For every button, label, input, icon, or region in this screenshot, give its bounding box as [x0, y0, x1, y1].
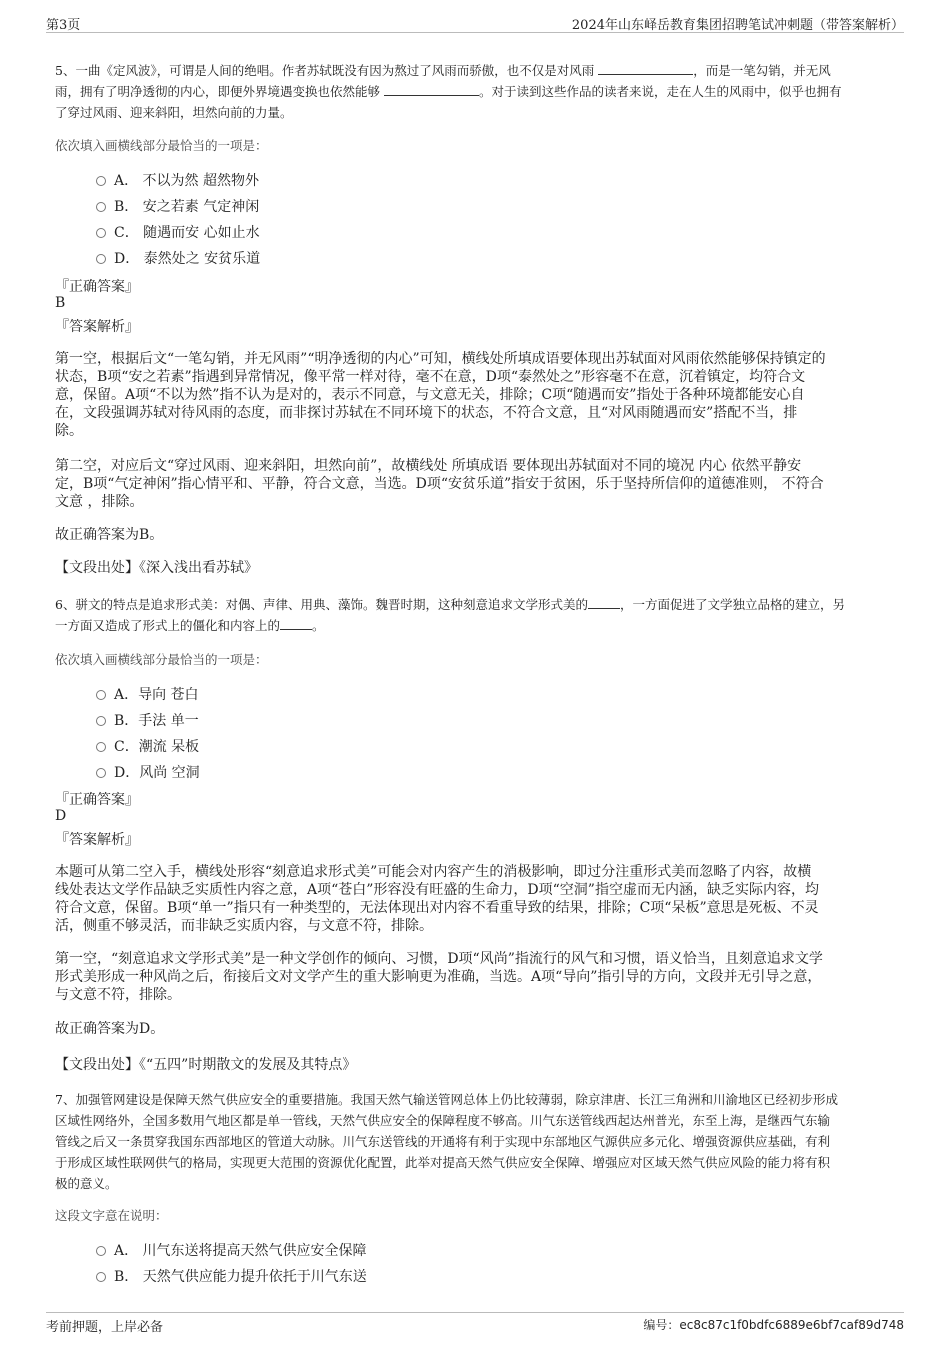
footer-slogan: 考前押题，上岸必备: [46, 1320, 164, 1335]
analysis-paragraph: 本题可从第二空入手，横线处形容“刻意追求形式美”可能会对内容产生的消极影响，即过分注重形式美而忽略了内容，故横 线处表达文学作品缺乏实质性内容之意，A项“苍白”形容没有旺盛的生命力，D项“空洞”指空虚而无内涵，缺乏实际内容，均 符合文意，保留。B项“单一”指只有一种类型的，无法体现出对内容不看重导致的结果，排除；C项“呆板”意思是死板、不灵 活，侧重不够灵活，而非缺乏实质内容，与文意不符，排除。: [55, 864, 819, 934]
question-5-stem: 5、一曲《定风波》，可谓是人间的绝唱。作者苏轼既没有因为熬过了风雨而骄傲，也不仅是对风雨 ，而是一笔勾销，并无风 雨，拥有了明净透彻的内心，即便外界境遇变换也依然能够 。对于读到这些作品的读者来说，走在人生的风雨中，似乎也拥有 了穿过风雨、迎来斜阳，坦然向前的力量。: [55, 63, 842, 120]
option-5-c[interactable]: C． 随遇而安 心如止水: [96, 222, 260, 242]
radio-icon[interactable]: [96, 690, 106, 700]
radio-icon[interactable]: [96, 742, 106, 752]
page-number: 第3页: [46, 18, 81, 33]
radio-icon[interactable]: [96, 202, 106, 212]
answer-value: B: [55, 295, 66, 311]
radio-icon[interactable]: [96, 176, 106, 186]
conclusion: 故正确答案为B。: [55, 527, 164, 543]
radio-icon[interactable]: [96, 716, 106, 726]
option-5-a[interactable]: A． 不以为然 超然物外: [96, 170, 259, 190]
conclusion: 故正确答案为D。: [55, 1021, 165, 1037]
option-5-b[interactable]: B． 安之若素 气定神闲: [96, 196, 259, 216]
option-6-b[interactable]: B．手法 单一: [96, 710, 199, 730]
blank-1: [588, 596, 620, 609]
analysis-label: 『答案解析』: [55, 832, 139, 848]
question-7-prompt: 这段文字意在说明：: [55, 1208, 168, 1223]
answer-label: 『正确答案』: [55, 279, 139, 295]
option-6-d[interactable]: D．风尚 空洞: [96, 762, 200, 782]
document-id: 编号：ec8c87c1f0bdfc6889e6bf7caf89d748: [643, 1318, 904, 1332]
page-header: [46, 14, 904, 33]
option-6-c[interactable]: C．潮流 呆板: [96, 736, 199, 756]
radio-icon[interactable]: [96, 1246, 106, 1256]
option-6-a[interactable]: A．导向 苍白: [96, 684, 199, 704]
question-5-prompt: 依次填入画横线部分最恰当的一项是：: [55, 138, 268, 153]
source: 【文段出处】《深入浅出看苏轼》: [55, 560, 258, 576]
analysis-paragraph: 第二空，对应后文“穿过风雨、迎来斜阳，坦然向前”，故横线处 所填成语 要体现出苏轼面对不同的境况 内心 依然平静安 定，B项“气定神闲”指心情平和、平静，符合文意，当选。D项“安贫乐道”指安于贫困，乐于坚持所信仰的道德准则， 不符合 文意 ，排除。: [55, 458, 824, 510]
blank-1: [598, 62, 693, 75]
option-7-a[interactable]: A． 川气东送将提高天然气供应安全保障: [96, 1240, 367, 1260]
radio-icon[interactable]: [96, 1272, 106, 1282]
question-6-stem: 6、骈文的特点是追求形式美：对偶、声律、用典、藻饰。魏晋时期，这种刻意追求文学形式美的 ，一方面促进了文学独立品格的建立，另 一方面又造成了形式上的僵化和内容上的 。: [55, 597, 845, 633]
radio-icon[interactable]: [96, 228, 106, 238]
answer-label: 『正确答案』: [55, 792, 139, 808]
option-5-d[interactable]: D． 泰然处之 安贫乐道: [96, 248, 260, 268]
source: 【文段出处】《“五四”时期散文的发展及其特点》: [55, 1057, 357, 1073]
analysis-label: 『答案解析』: [55, 319, 139, 335]
document-title: 2024年山东峄岳教育集团招聘笔试冲刺题（带答案解析）: [571, 18, 904, 33]
analysis-paragraph: 第一空，“刻意追求文学形式美”是一种文学创作的倾向、习惯，D项“风尚”指流行的风气和习惯，语义恰当，且刻意追求文学 形式美形成一种风尚之后，衔接后文对文学产生的重大影响更为准确，当选。A项“导向”指引导的方向，文段并无引导之意， 与文意不符，排除。: [55, 951, 823, 1003]
analysis-paragraph: 第一空，根据后文“一笔勾销，并无风雨”“明净透彻的内心”可知，横线处所填成语要体现出苏轼面对风雨依然能够保持镇定的 状态，B项“安之若素”指遇到异常情况，像平常一样对待，毫不在意，D项“泰然处之”形容毫不在意，沉着镇定，均符合文 意，保留。A项“不以为然”指不认为是对的，表示不同意，与文意无关，排除；C项“随遇而安”指处于各种环境都能安心自 在，文段强调苏轼对待风雨的态度，而非探讨苏轼在不同环境下的状态，不符合文意，且“对风雨随遇而安”搭配不当，排 除。: [55, 351, 826, 439]
radio-icon[interactable]: [96, 254, 106, 264]
blank-2: [280, 617, 312, 630]
question-6-prompt: 依次填入画横线部分最恰当的一项是：: [55, 652, 268, 667]
page-footer: [46, 1312, 904, 1335]
answer-value: D: [55, 808, 67, 824]
blank-2: [384, 83, 479, 96]
radio-icon[interactable]: [96, 768, 106, 778]
question-7-stem: 7、加强管网建设是保障天然气供应安全的重要措施。我国天然气输送管网总体上仍比较薄弱，除京津唐、长江三角洲和川渝地区已经初步形成 区域性网络外，全国多数用气地区都是单一管线，天然气供应安全的保障程度不够高。川气东送管线西起达州普光，东至上海，是继西气东输 管线之后又一条贯穿我国东西部地区的管道大动脉。川气东送管线的开通将有利于实现中东部地区气源供应多元化、增强资源供应基础，有利 于形成区域性联网供气的格局，实现更大范围的资源优化配置，此举对提高天然气供应安全保障、增强应对区域天然气供应风险的能力将有积 极的意义。: [55, 1092, 838, 1191]
option-7-b[interactable]: B． 天然气供应能力提升依托于川气东送: [96, 1266, 367, 1286]
